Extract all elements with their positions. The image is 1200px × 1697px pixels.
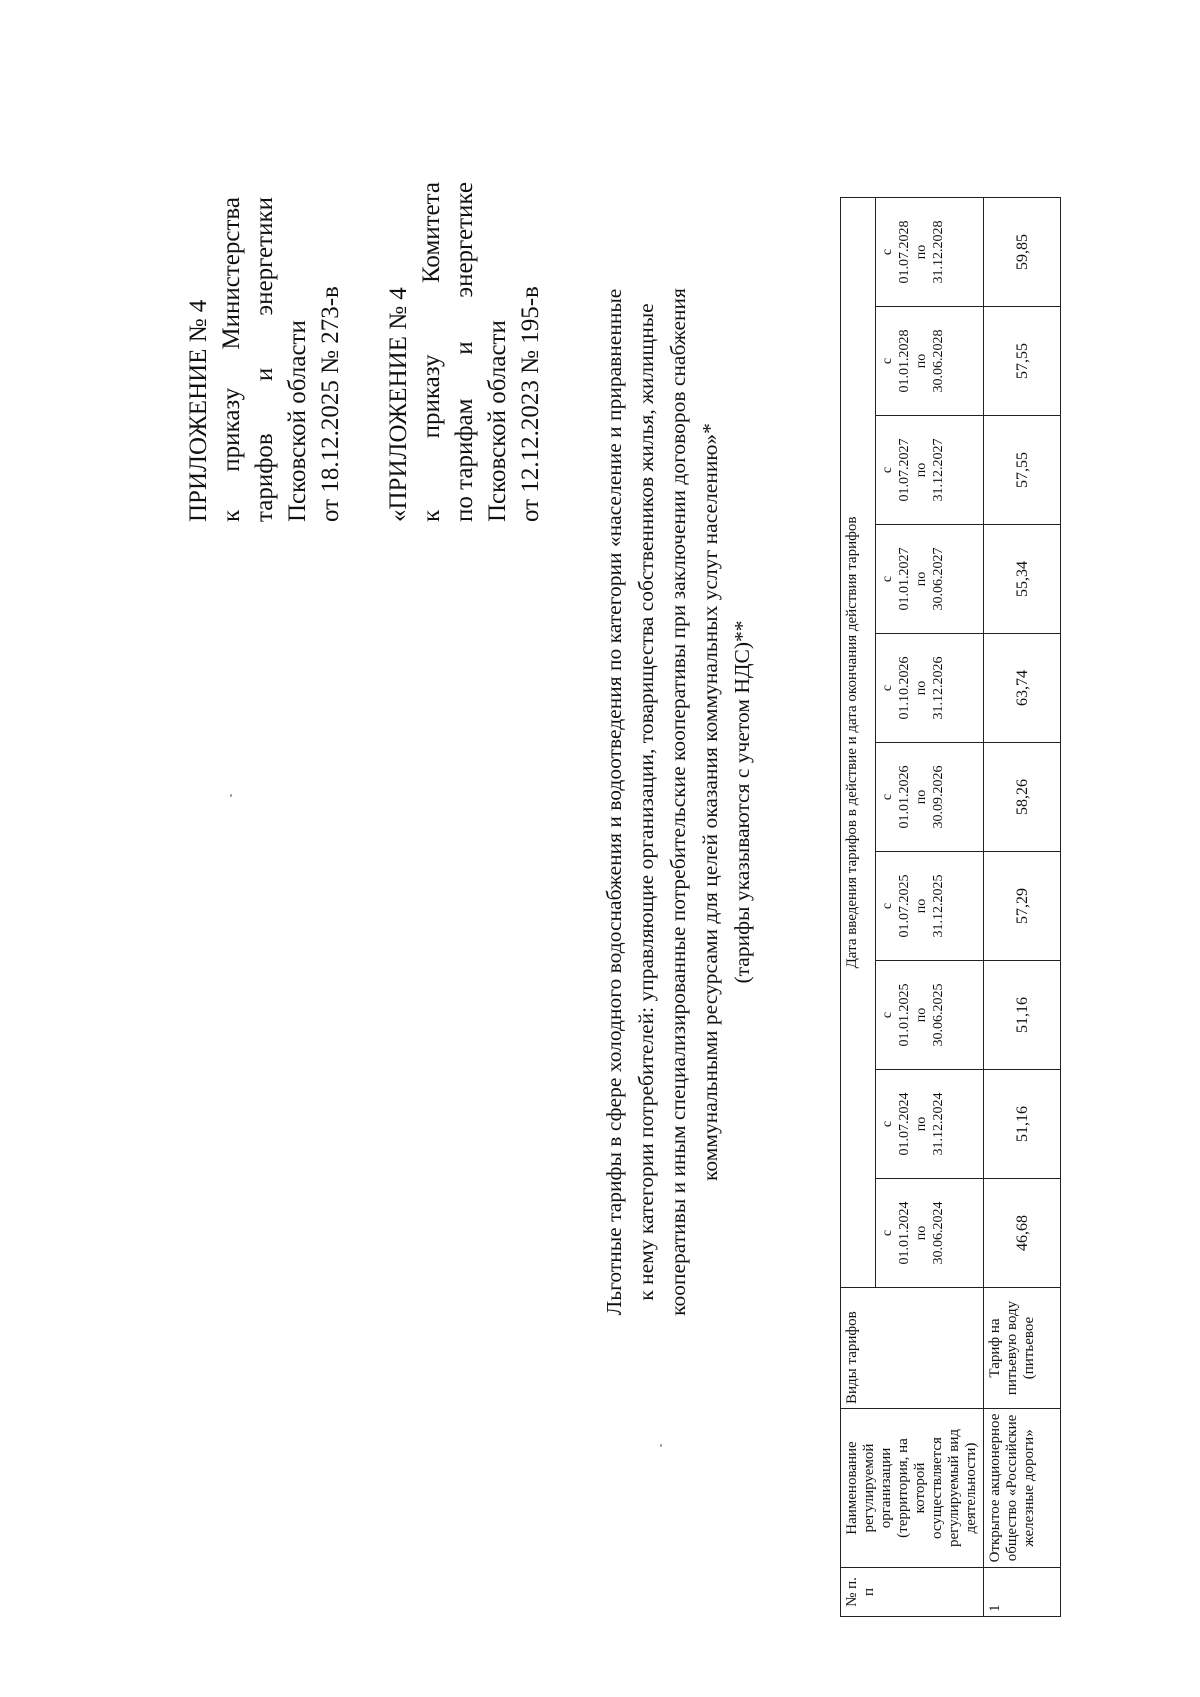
tariff-value: 57,29 <box>984 852 1061 961</box>
title-line: Льготные тарифы в сфере холодного водоснабжения и водоотведения по категории «население и приравненные <box>602 288 626 1316</box>
appendix-line: Псковской области <box>484 320 511 522</box>
period-end: 30.09.2026 <box>930 765 946 829</box>
period-from: с <box>879 357 895 365</box>
period-from: с <box>879 466 895 474</box>
period-to: по <box>913 1225 929 1241</box>
period-from: с <box>879 1229 895 1237</box>
header-date-group: Дата введения тарифов в действие и дата окончания действия тарифов <box>841 198 876 1288</box>
period-from: с <box>879 793 895 801</box>
period-from: с <box>879 1011 895 1019</box>
table-header-row <box>841 198 876 1617</box>
period-start: 01.01.2027 <box>896 547 912 611</box>
header-period <box>875 1179 983 1288</box>
period-to: по <box>913 1116 929 1132</box>
tariff-value: 51,16 <box>984 961 1061 1070</box>
appendix-line: Псковской области <box>284 320 311 522</box>
scan-speck <box>660 1444 662 1447</box>
header-tariff-kind: Виды тарифов <box>841 1288 984 1409</box>
period-to: по <box>913 1007 929 1023</box>
period-start: 01.01.2025 <box>896 983 912 1047</box>
period-start: 01.07.2027 <box>896 438 912 502</box>
period-end: 31.12.2024 <box>930 1092 946 1156</box>
tariff-value: 51,16 <box>984 1070 1061 1179</box>
appendix-line: к приказу Комитета <box>418 182 445 522</box>
appendix-heading: «ПРИЛОЖЕНИЕ № 4 <box>385 287 412 522</box>
table-row <box>984 198 1061 1617</box>
period-start: 01.10.2026 <box>896 656 912 720</box>
header-period <box>875 416 983 525</box>
period-end: 30.06.2027 <box>930 547 946 611</box>
title-line: кооперативы и иным специализированные потребительские кооперативы при заключении договоров снабжения <box>666 288 690 1316</box>
period-from: с <box>879 248 895 256</box>
header-period <box>875 525 983 634</box>
header-period <box>875 634 983 743</box>
period-end: 31.12.2027 <box>930 438 946 502</box>
header-organization: Наименование регулируемой организации (территория, на которой осуществляется регулируемый вид деятельности) <box>841 1409 984 1568</box>
appendix-line: тарифов и энергетики <box>251 197 278 522</box>
appendix-date: от 12.12.2023 № 195-в <box>517 286 544 522</box>
appendix-date: от 18.12.2025 № 273-в <box>317 286 344 522</box>
period-end: 30.06.2028 <box>930 329 946 393</box>
period-start: 01.07.2028 <box>896 220 912 284</box>
period-end: 30.06.2024 <box>930 1201 946 1265</box>
tariff-value: 58,26 <box>984 743 1061 852</box>
appendix-line: по тарифам и энергетике <box>451 182 478 522</box>
period-end: 31.12.2026 <box>930 656 946 720</box>
tariff-value: 57,55 <box>984 307 1061 416</box>
tariff-value: 57,55 <box>984 416 1061 525</box>
title-line: к нему категории потребителей: управляющие организации, товарищества собственников жилья, жилищные <box>634 303 658 1301</box>
title-line: коммунальными ресурсами для целей оказания коммунальных услуг населению»* <box>698 423 722 1181</box>
appendix-line: к приказу Министерства <box>218 197 245 522</box>
period-start: 01.01.2024 <box>896 1201 912 1265</box>
period-to: по <box>913 462 929 478</box>
header-period <box>875 1070 983 1179</box>
appendix-heading: ПРИЛОЖЕНИЕ № 4 <box>185 299 212 522</box>
header-period <box>875 961 983 1070</box>
period-from: с <box>879 684 895 692</box>
tariff-value: 46,68 <box>984 1179 1061 1288</box>
header-period <box>875 307 983 416</box>
row-number: 1 <box>984 1568 1061 1617</box>
period-end: 31.12.2028 <box>930 220 946 284</box>
period-to: по <box>913 898 929 914</box>
period-to: по <box>913 353 929 369</box>
appendix-previous <box>382 182 547 522</box>
tariff-value: 59,85 <box>984 198 1061 307</box>
period-from: с <box>879 575 895 583</box>
header-number: № п. п <box>841 1568 984 1617</box>
period-start: 01.01.2028 <box>896 329 912 393</box>
period-to: по <box>913 789 929 805</box>
appendix-current <box>182 197 347 522</box>
period-start: 01.01.2026 <box>896 765 912 829</box>
row-organization: Открытое акционерное общество «Российские железные дороги» <box>984 1409 1061 1568</box>
period-end: 30.06.2025 <box>930 983 946 1047</box>
period-from: с <box>879 902 895 910</box>
period-to: по <box>913 244 929 260</box>
period-to: по <box>913 571 929 587</box>
tariff-value: 55,34 <box>984 525 1061 634</box>
header-period <box>875 743 983 852</box>
period-from: с <box>879 1120 895 1128</box>
period-start: 01.07.2024 <box>896 1092 912 1156</box>
table-body <box>984 198 1061 1617</box>
header-period <box>875 198 983 307</box>
scan-speck <box>230 794 232 797</box>
tariff-value: 63,74 <box>984 634 1061 743</box>
header-period <box>875 852 983 961</box>
document-title <box>598 7 758 1597</box>
period-to: по <box>913 680 929 696</box>
row-tariff-kind: Тариф на питьевую воду (питьевое <box>984 1288 1061 1409</box>
tariff-table <box>840 197 1061 1617</box>
period-start: 01.07.2025 <box>896 874 912 938</box>
title-note: (тарифы указываются с учетом НДС)** <box>730 620 754 984</box>
period-end: 31.12.2025 <box>930 874 946 938</box>
